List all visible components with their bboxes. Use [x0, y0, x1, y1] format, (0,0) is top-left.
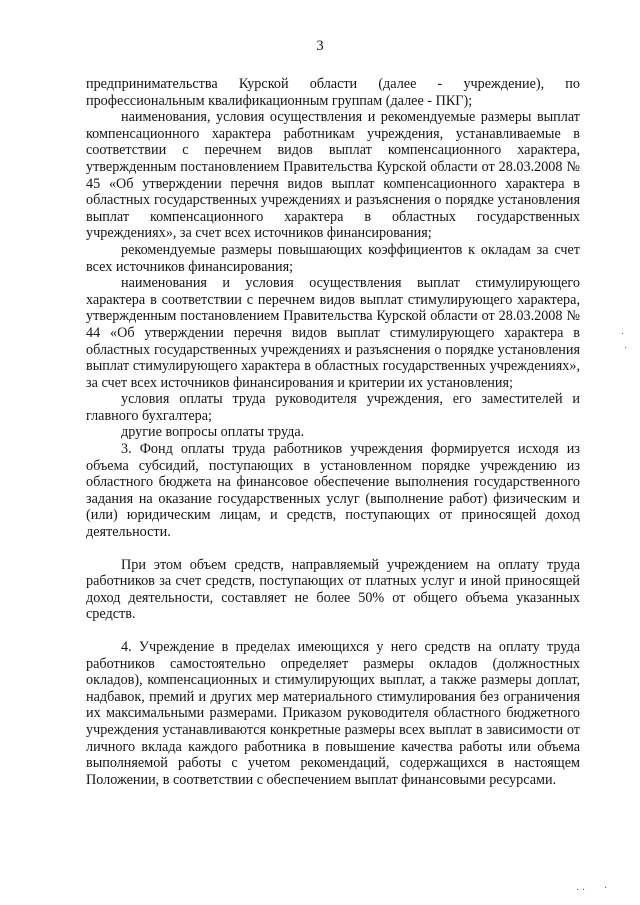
paragraph-director-pay: условия оплаты труда руководителя учреждения, его заместителей и главного бухгалтера;	[86, 391, 580, 424]
margin-mark: · ·	[576, 885, 586, 896]
paragraph-other-questions: другие вопросы оплаты труда.	[121, 424, 305, 441]
paragraph-compensation-payments: наименования, условия осуществления и рекомендуемые размеры выплат компенсационного характера работникам учреждения, устанавливаемые в соответствии с перечнем видов выплат компенсационного характера, утвержденным постановлением Правительства Курской области от 28.03.2008 № 45 «Об утверждении перечня видов выплат компенсационного характера в областных государственных учреждениях и разъяснения о порядке установления выплат компенсационного характера в областных государственных учреждениях», за счет всех источников финансирования;	[86, 109, 580, 242]
paragraph-incentive-payments: наименования и условия осуществления выплат стимулирующего характера в соответствии с перечнем видов выплат стимулирующего характера, утвержденным постановлением Правительства Курской области от 28.03.2008 № 44 «Об утверждении перечня видов выплат стимулирующего характера в областных государственных учреждениях и разъяснения о порядке установления выплат стимулирующего характера в областных государственных учреждениях», за счет всех источников финансирования и критерии их установления;	[86, 275, 580, 391]
document-body	[86, 76, 580, 788]
paragraph-section-3: 3. Фонд оплаты труда работников учреждения формируется исходя из объема субсидий, поступающих в установленном порядке учреждению из областного бюджета на финансовое обеспечение выполнения государственного задания на оказание государственных услуг (выполнение работ) физическим и (или) юридическим лицам, и средств, поступающих от приносящей доход деятельности.	[86, 441, 580, 541]
paragraph-continuation: предпринимательства Курской области (далее - учреждение), по профессиональным квалификационным группам (далее - ПКГ);	[86, 76, 580, 109]
paragraph-funds-limit: При этом объем средств, направляемый учреждением на оплату труда работников за счет средств, поступающих от платных услуг и иной приносящей доход деятельности, составляет не более 50% от общего объема указанных средств.	[86, 556, 580, 623]
margin-mark: ·	[621, 329, 625, 340]
margin-mark: ·	[604, 883, 608, 894]
paragraph-coefficients: рекомендуемые размеры повышающих коэффициентов к окладам за счет всех источников финансирования;	[86, 241, 580, 275]
page-number: 3	[316, 38, 324, 54]
paragraph-section-4: 4. Учреждение в пределах имеющихся у него средств на оплату труда работников самостоятельно определяет размеры окладов (должностных окладов), компенсационных и стимулирующих выплат, а также размеры доплат, надбавок, премий и других мер материального стимулирования без ограничения их максимальными размерами. Приказом руководителя областного бюджетного учреждения устанавливаются конкретные размеры всех выплат в зависимости от личного вклада каждого работника в повышение качества работы или объема выполняемой работы с учетом рекомендаций, содержащихся в настоящем Положении, в соответствии с обеспечением выплат финансовыми ресурсами.	[86, 639, 580, 788]
margin-mark: ·	[624, 343, 628, 354]
